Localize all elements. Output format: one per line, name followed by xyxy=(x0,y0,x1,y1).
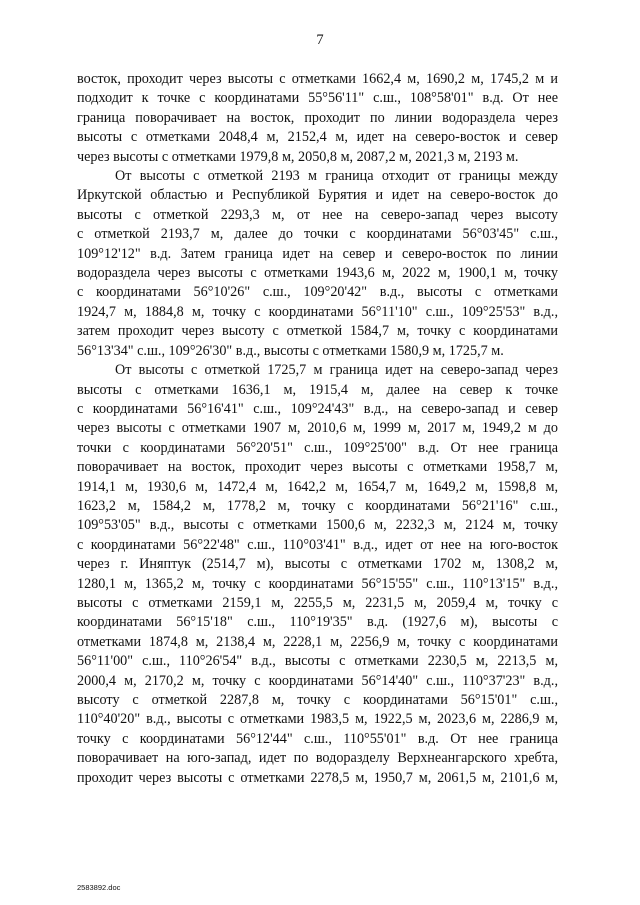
text-line: 56°13'34" с.ш., 109°26'30" в.д., высоты с отметками 1580,9 м, 1725,7 м. xyxy=(77,342,504,359)
text-line: 1924,7 м, 1884,8 м, точку с координатами 56°11'10" с.ш., 109°25'53" в.д., xyxy=(77,303,558,320)
text-line: высоты с отметками 1636,1 м, 1915,4 м, далее на север к точке xyxy=(77,381,558,398)
text-line: с координатами 56°22'48" с.ш., 110°03'41" в.д., идет от нее на юго-восток xyxy=(77,536,558,553)
text-line: отметками 1874,8 м, 2138,4 м, 2228,1 м, 2256,9 м, точку с координатами xyxy=(77,633,558,650)
text-line: точку с координатами 56°12'44" с.ш., 110°55'01" в.д. От нее граница xyxy=(77,730,558,747)
text-line: водораздела через высоты с отметками 1943,6 м, 2022 м, 1900,1 м, точку xyxy=(77,265,558,282)
text-line: 56°11'00" с.ш., 110°26'54" в.д., высоты с отметками 2230,5 м, 2213,5 м, xyxy=(77,653,558,670)
text-line: затем проходит через высоту с отметкой 1584,7 м, точку с координатами xyxy=(77,323,558,340)
text-line: проходит через высоты с отметками 2278,5 м, 1950,7 м, 2061,5 м, 2101,6 м, xyxy=(77,769,558,786)
text-line: От высоты с отметкой 1725,7 м граница идет на северо-запад через xyxy=(115,362,558,379)
text-line: через высоты с отметками 1907 м, 2010,6 м, 1999 м, 2017 м, 1949,2 м до xyxy=(77,420,558,437)
text-line: 1623,2 м, 1584,2 м, 1778,2 м, точку с координатами 56°21'16" с.ш., xyxy=(77,497,558,514)
text-line: 109°12'12" в.д. Затем граница идет на север и северо-восток по линии xyxy=(77,245,558,262)
text-line: высоты с отметкой 2293,3 м, от нее на северо-запад через высоту xyxy=(77,206,558,223)
page-number: 7 xyxy=(316,32,324,48)
text-line: через высоты с отметками 1979,8 м, 2050,8 м, 2087,2 м, 2021,3 м, 2193 м. xyxy=(77,148,519,165)
text-line: поворачивает на юго-запад, идет по водоразделу Верхнеангарского хребта, xyxy=(77,750,558,767)
footer-filename: 2583892.doc xyxy=(77,883,121,892)
text-line: высоту с отметкой 2287,8 м, точку с координатами 56°15'01" с.ш., xyxy=(77,692,558,708)
text-line: высоты с отметками 2159,1 м, 2255,5 м, 2231,5 м, 2059,4 м, точку с xyxy=(77,594,558,611)
text-line: 109°53'05" в.д., высоты с отметками 1500,6 м, 2232,3 м, 2124 м, точку xyxy=(77,517,558,534)
text-line: От высоты с отметкой 2193 м граница отходит от границы между xyxy=(115,168,558,185)
text-line: высоты с отметками 2048,4 м, 2152,4 м, идет на северо-восток и север xyxy=(77,129,558,146)
text-line: 2000,4 м, 2170,2 м, точку с координатами 56°14'40" с.ш., 110°37'23" в.д., xyxy=(77,672,558,689)
text-line: подходит к точке с координатами 55°56'11" с.ш., 108°58'01" в.д. От нее xyxy=(77,90,558,107)
text-line: с отметкой 2193,7 м, далее до точки с координатами 56°03'45" с.ш., xyxy=(77,226,558,243)
text-line: Иркутской областью и Республикой Бурятия и идет на северо-восток до xyxy=(77,187,558,204)
paragraph-1 xyxy=(77,70,558,167)
text-line: 1280,1 м, 1365,2 м, точку с координатами 56°15'55" с.ш., 110°13'15" в.д., xyxy=(77,575,558,592)
text-line: 1914,1 м, 1930,6 м, 1472,4 м, 1642,2 м, 1654,7 м, 1649,2 м, 1598,8 м, xyxy=(77,478,558,495)
text-line: с координатами 56°16'41" с.ш., 109°24'43" в.д., на северо-запад и север xyxy=(77,400,558,417)
text-line: координатами 56°15'18" с.ш., 110°19'35" в.д. (1927,6 м), высоты с xyxy=(77,614,558,631)
text-line: поворачивает на восток, проходит через высоты с отметками 1958,7 м, xyxy=(77,459,558,476)
text-line: точки с координатами 56°20'51" с.ш., 109°25'00" в.д. От нее граница xyxy=(77,439,558,456)
document-body xyxy=(77,70,558,788)
paragraph-3 xyxy=(77,361,558,788)
text-line: 110°40'20" в.д., высоты с отметками 1983,5 м, 1922,5 м, 2023,6 м, 2286,9 м, xyxy=(77,711,558,728)
text-line: с координатами 56°10'26" с.ш., 109°20'42" в.д., высоты с отметками xyxy=(77,284,558,301)
text-line: через г. Иняптук (2514,7 м), высоты с отметками 1702 м, 1308,2 м, xyxy=(77,556,558,573)
paragraph-2 xyxy=(77,167,558,361)
text-line: граница поворачивает на восток, проходит по линии водораздела через xyxy=(77,109,558,126)
text-line: восток, проходит через высоты с отметками 1662,4 м, 1690,2 м, 1745,2 м и xyxy=(77,71,558,87)
